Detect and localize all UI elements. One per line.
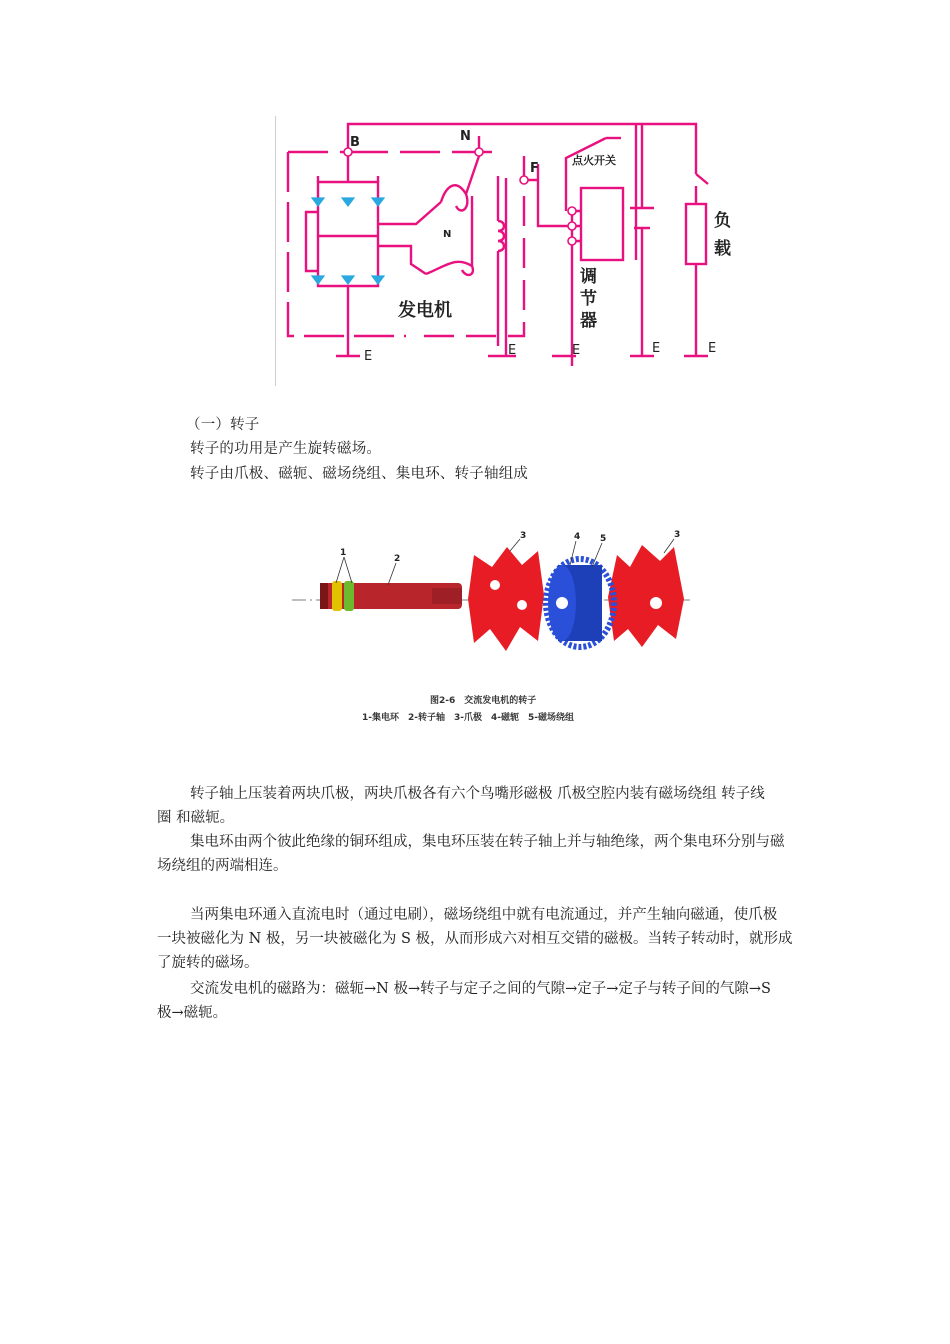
claw-pole-left [468,547,544,651]
rotor-caption-parts: 1-集电环 2-转子轴 3-爪极 4-磁轭 5-磁场绕组 [362,713,574,723]
callout-4: 4 [574,532,581,542]
regulator-body [581,188,623,260]
callout-2: 2 [394,554,401,564]
rotor-exploded-figure [292,525,692,730]
stator-winding-2 [426,262,473,275]
circuit-diagram-figure [275,116,758,386]
paragraph-magnetic-path [157,977,897,1025]
paragraph-magnetic-path-line-1: 交流发电机的磁路为：磁轭→N 极→转子与定子之间的气隙→定子→定子与转子间的气隙→S [190,981,771,997]
paragraph-magnetic-path-line-2: 极→磁轭。 [157,1005,228,1021]
label-generator: 发电机 [398,300,452,321]
ground-label-2: E [508,343,517,358]
paragraph-magnetization-line-1: 当两集电环通入直流电时（通过电刷），磁场绕组中就有电流通过，并产生轴向磁通，使爪极 [190,907,778,923]
paragraph-slip-rings-line-1: 集电环由两个彼此绝缘的铜环组成，集电环压装在转子轴上并与轴绝缘，两个集电环分别与磁 [190,834,785,850]
diode-3 [372,198,384,206]
rotor-figure-svg [292,525,692,730]
field-coil [546,559,614,647]
paragraph-magnetization-line-2: 一块被磁化为 N 极，另一块被磁化为 S 极，从而形成六对相互交错的磁极。当转子转动时，就形成 [157,931,793,947]
claw-pole-right [608,545,684,647]
node-n-circle [475,148,483,156]
top-bus-wire [348,124,696,174]
rotor-caption-title: 图2-6 交流发电机的转子 [430,696,537,706]
paragraph-slip-rings-line-2: 场绕组的两端相连。 [157,858,288,874]
stator-wires [306,202,441,274]
label-regulator-3: 器 [580,311,597,331]
battery-symbol [630,124,654,356]
ground-label-1: E [364,349,373,364]
callout-3b: 3 [674,530,681,540]
ground-label-5: E [708,341,717,356]
label-node-f: F [530,161,539,176]
reg-terminal-3 [568,237,576,245]
label-node-b: B [350,135,360,150]
diode-group [312,198,384,284]
section-heading-rotor: （一）转子 [186,417,260,433]
rotor-function-line: 转子的功用是产生旋转磁场。 [190,441,382,457]
diode-6 [372,276,384,284]
diode-1 [312,198,324,206]
label-load-2: 载 [714,239,731,259]
callout-3a: 3 [520,531,527,541]
stator-winding-1 [441,185,467,210]
label-node-n: N [460,129,471,144]
load-switch [696,174,708,204]
diode-4 [312,276,324,284]
paragraph-claw-poles [157,782,897,830]
reg-terminal-2 [568,222,576,230]
label-regulator-2: 节 [580,289,597,309]
rotor-composition-line: 转子由爪极、磁轭、磁场绕组、集电环、转子轴组成 [190,466,529,482]
paragraph-claw-poles-line-2: 圈 和磁轭。 [157,810,235,826]
ground-bar-5 [684,264,708,356]
ground-label-4: E [652,341,661,356]
callout-1: 1 [340,548,347,558]
label-regulator-1: 调 [580,267,597,287]
field-winding-coil [498,221,504,251]
load-resistor [686,204,706,264]
field-winding-leads [498,176,506,346]
paragraph-magnetization [157,903,897,975]
label-stator-n: N [443,229,452,240]
node-f-circle [520,176,528,184]
callout-5: 5 [600,534,607,544]
reg-terminal-1 [568,207,576,215]
circuit-diagram-svg [276,116,758,386]
paragraph-slip-rings [157,830,897,878]
paragraph-magnetization-line-3: 了旋转的磁场。 [157,955,259,971]
diode-2 [342,198,354,206]
neutral-wires [466,156,479,266]
paragraph-claw-poles-line-1: 转子轴上压装着两块爪极，两块爪极各有六个鸟嘴形磁极 爪极空腔内装有磁场绕组 转子线 [190,786,765,802]
label-load-1: 负 [714,211,731,231]
label-ignition-switch: 点火开关 [572,154,616,167]
ground-label-3: E [572,343,581,358]
diode-5 [342,276,354,284]
